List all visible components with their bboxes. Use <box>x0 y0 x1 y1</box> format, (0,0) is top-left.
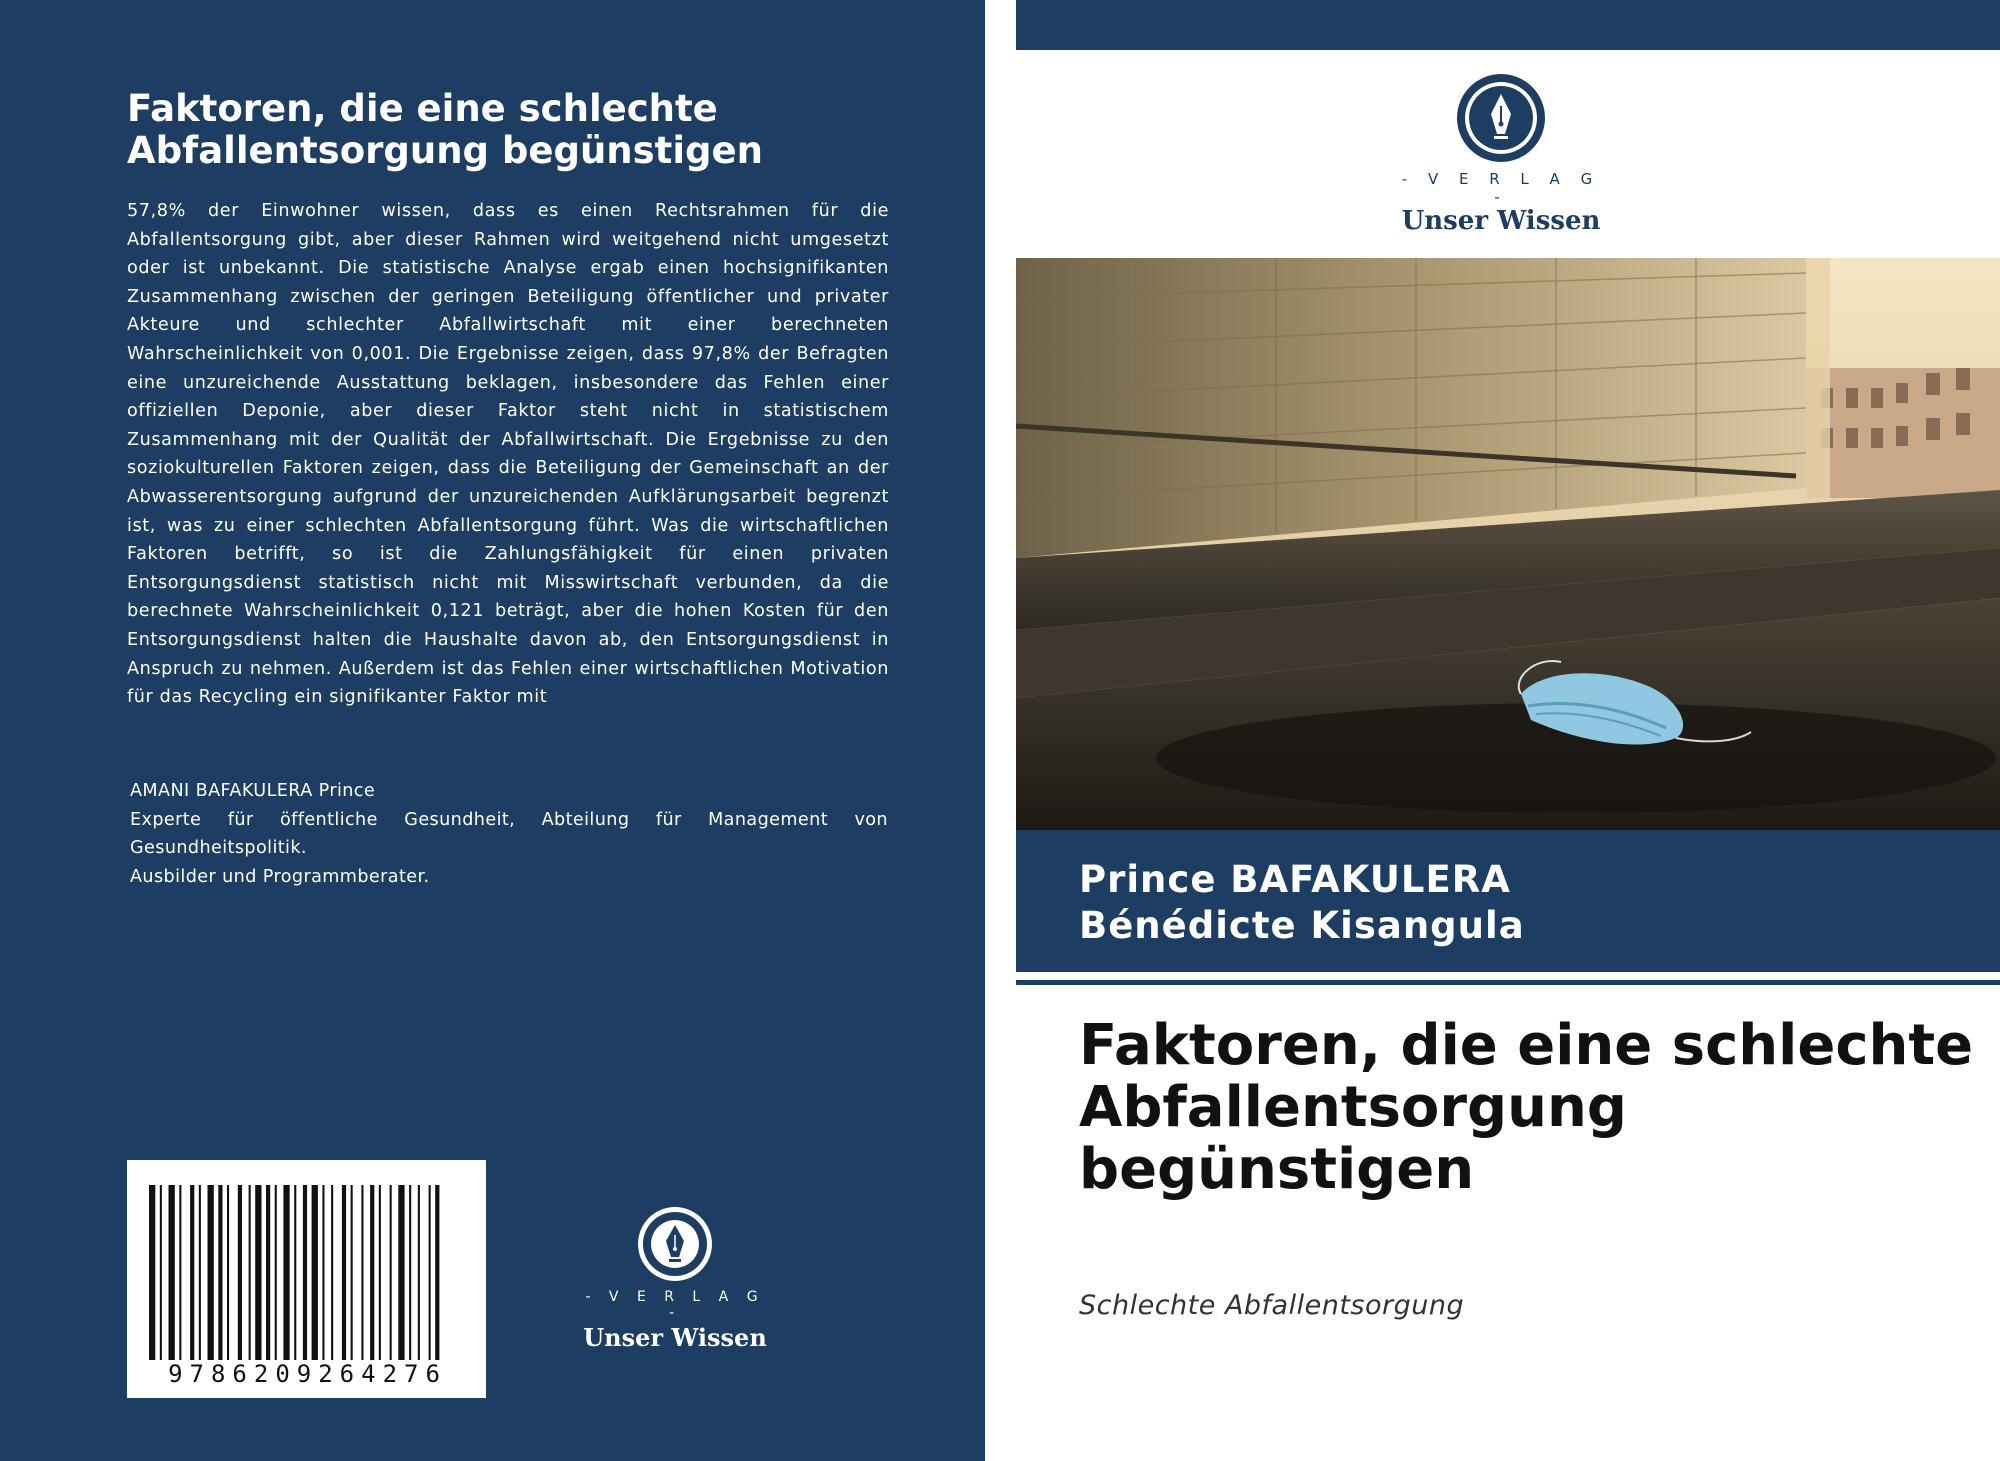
author-bio <box>130 777 888 891</box>
barcode-bar <box>255 1185 261 1360</box>
fountain-pen-nib-icon <box>636 1205 714 1283</box>
fountain-pen-nib-icon <box>1455 72 1547 164</box>
isbn-digits: 9786209264276 <box>168 1360 447 1388</box>
barcode-bar <box>227 1185 229 1360</box>
barcode-bar <box>351 1185 353 1360</box>
barcode-bar <box>312 1185 318 1360</box>
author-bio-name: AMANI BAFAKULERA Prince <box>130 781 376 801</box>
barcode-bar <box>409 1185 411 1360</box>
barcode-bar <box>418 1185 420 1360</box>
front-cover-title: Faktoren, die eine schlechte Abfallentsorgung begünstigen <box>1079 1013 1974 1202</box>
barcode-bar <box>322 1185 324 1360</box>
barcode-bar <box>160 1185 162 1360</box>
barcode-bar <box>303 1185 307 1360</box>
barcode-bar <box>361 1185 363 1360</box>
barcode-bar <box>266 1185 270 1360</box>
author-bio-role: Experte für öffentliche Gesundheit, Abteilung für Management von Gesundheitspolitik. <box>130 809 888 859</box>
back-publisher-logo <box>580 1205 770 1352</box>
front-cover <box>1016 0 2000 1461</box>
barcode-bar <box>275 1185 277 1360</box>
front-cover-subtitle: Schlechte Abfallentsorgung <box>1079 1290 1465 1321</box>
back-brand-name: Unser Wissen <box>583 1323 767 1352</box>
front-verlag-label: - V E R L A G - <box>1401 170 1601 206</box>
back-verlag-label: - V E R L A G - <box>585 1289 765 1321</box>
cover-photo <box>1016 258 2000 830</box>
barcode-bar <box>283 1185 289 1360</box>
isbn-barcode <box>127 1160 486 1398</box>
front-brand-name: Unser Wissen <box>1401 206 1601 236</box>
top-navy-band <box>1016 0 2000 50</box>
barcode-bar <box>149 1185 155 1360</box>
author-name-2: Bénédicte Kisangula <box>1079 904 1525 947</box>
barcode-bar <box>435 1185 439 1360</box>
back-cover-title: Faktoren, die eine schlechte Abfallentsorgung begünstigen <box>127 87 763 172</box>
barcode-bar <box>190 1185 194 1360</box>
barcode-bar <box>294 1185 296 1360</box>
authors-band <box>1016 830 2000 972</box>
barcode-bar <box>179 1185 181 1360</box>
author-name-1: Prince BAFAKULERA <box>1079 858 1511 901</box>
barcode-bar <box>390 1185 392 1360</box>
barcode-bar <box>331 1185 333 1360</box>
barcode-bar <box>429 1185 431 1360</box>
barcode-bars <box>147 1185 467 1360</box>
discarded-face-mask-photo <box>1016 258 2000 830</box>
barcode-bar <box>398 1185 404 1360</box>
barcode-bar <box>169 1185 175 1360</box>
barcode-bar <box>218 1185 222 1360</box>
barcode-bar <box>208 1185 214 1360</box>
back-cover-blurb: 57,8% der Einwohner wissen, dass es einen Rechtsrahmen für die Abfallentsorgung gibt, aber dieser Rahmen wird weitgehend nicht umgesetzt oder ist unbekannt. Die statistische Analyse ergab einen hochsignifikanten Zusammenhang zwischen der geringen Beteiligung öffentlicher und privater Akteure und schlechter Abfallwirtschaft mit einer berechneten Wahrscheinlichkeit von 0,001. Die Ergebnisse zeigen, dass 97,8% der Befragten eine unzureichende Ausstattung beklagen, insbesondere das Fehlen einer offiziellen Deponie, aber dieser Faktor steht nicht in statistischem Zusammenhang mit der Qualität der Abfallwirtschaft. Die Ergebnisse zu den soziokulturellen Faktoren zeigen, dass die Beteiligung der Gemeinschaft an der Abwasserentsorgung aufgrund der unzureichenden Aufklärungsarbeit begrenzt ist, was zu einer schlechten Abfallentsorgung führt. Was die wirtschaftlichen Faktoren betrifft, so ist die Zahlungsfähigkeit für einen privaten Entsorgungsdienst statistisch nicht mit Misswirtschaft verbunden, da die berechnete Wahrscheinlichkeit 0,121 beträgt, aber die hohen Kosten für den Entsorgungsdienst halten die Haushalte davon ab, den Entsorgungsdienst in Anspruch zu nehmen. Außerdem ist das Fehlen einer wirtschaftlichen Motivation für das Recycling ein signifikanter Faktor mit <box>127 201 889 708</box>
divider-rule <box>1016 980 2000 985</box>
front-publisher-logo <box>1396 72 1606 236</box>
back-cover <box>0 0 985 1461</box>
barcode-bar <box>238 1185 242 1360</box>
author-bio-extra: Ausbilder und Programmberater. <box>130 866 430 887</box>
barcode-bar <box>199 1185 201 1360</box>
barcode-bar <box>342 1185 346 1360</box>
barcode-bar <box>379 1185 381 1360</box>
barcode-bar <box>370 1185 374 1360</box>
barcode-bar <box>249 1185 251 1360</box>
